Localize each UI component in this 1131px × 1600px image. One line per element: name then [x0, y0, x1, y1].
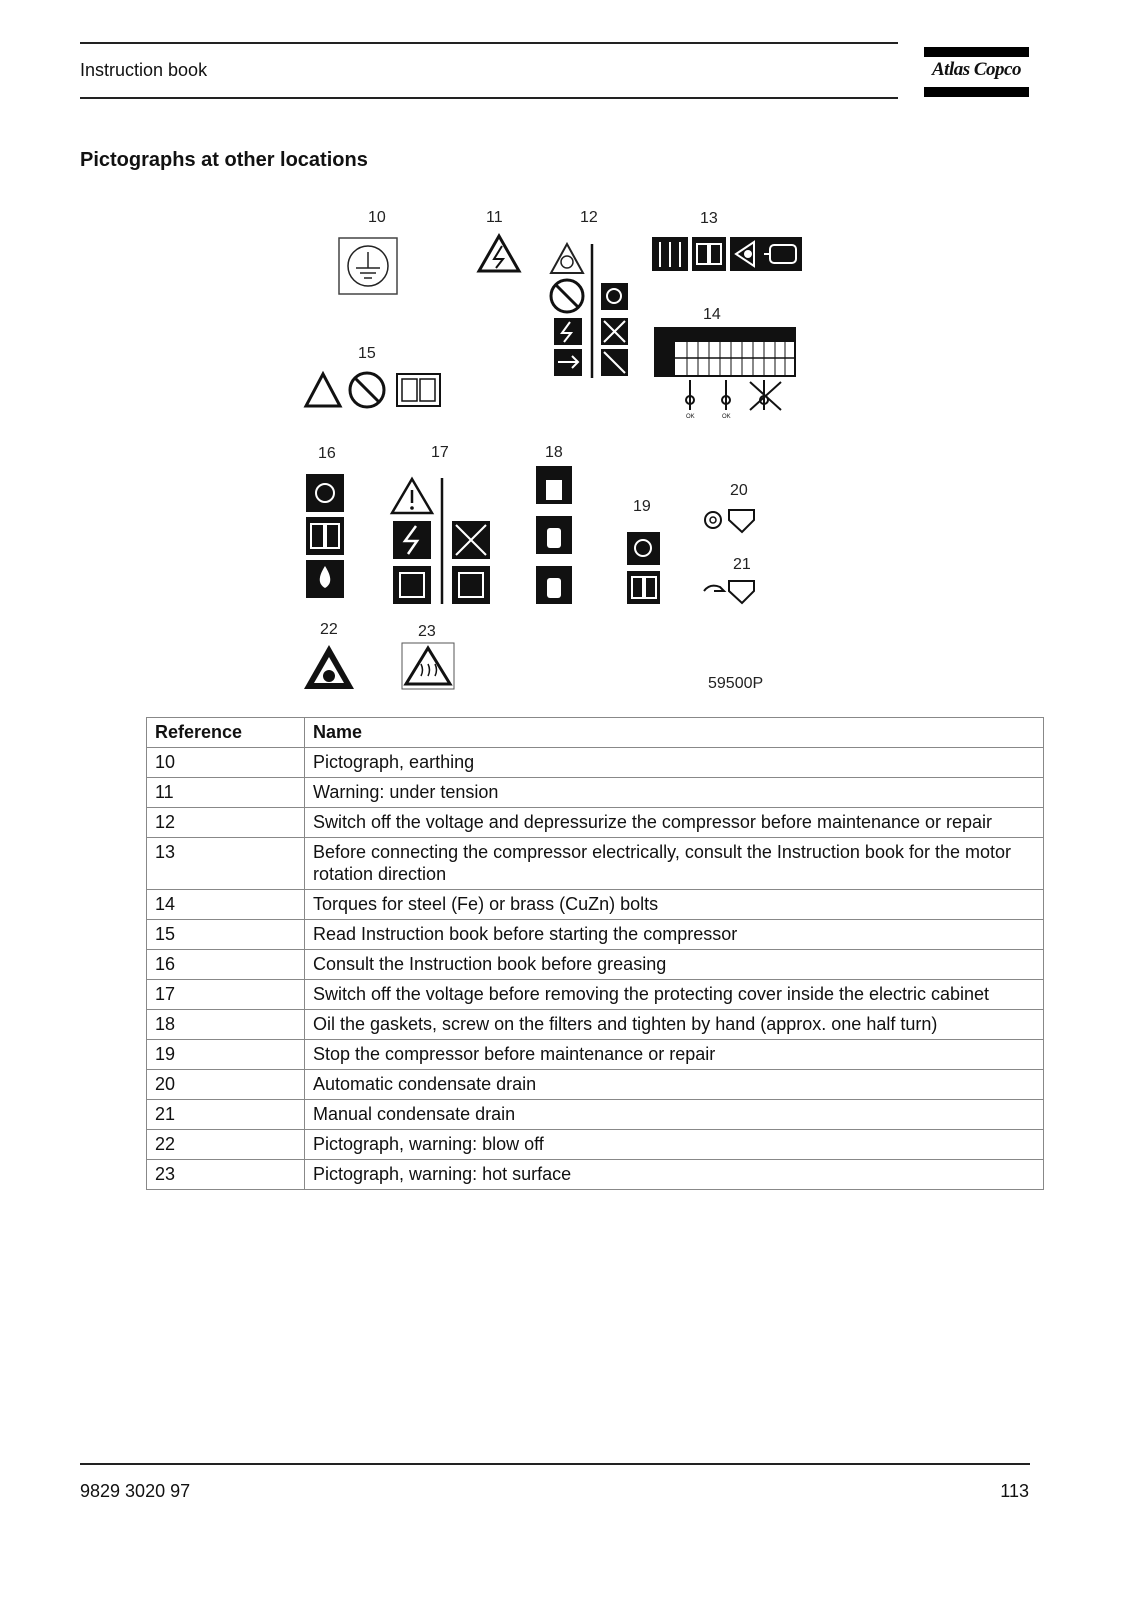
reference-cell: 17 [147, 980, 305, 1010]
reference-cell: 20 [147, 1070, 305, 1100]
table-row [147, 950, 1044, 980]
name-cell: Manual condensate drain [305, 1100, 1044, 1130]
label-10: 10 [368, 209, 386, 226]
name-cell: Switch off the voltage and depressurize the compressor before maintenance or repair [305, 808, 1044, 838]
label-18: 18 [545, 444, 563, 461]
name-cell: Read Instruction book before starting the compressor [305, 920, 1044, 950]
atlas-copco-logo [924, 47, 1029, 97]
switch-off-depressurize-icon-group [551, 244, 628, 378]
reference-cell: 18 [147, 1010, 305, 1040]
name-cell: Oil the gaskets, screw on the filters and tighten by hand (approx. one half turn) [305, 1010, 1044, 1040]
table-row [147, 1100, 1044, 1130]
table-row [147, 778, 1044, 808]
label-23: 23 [418, 623, 436, 640]
reference-cell: 15 [147, 920, 305, 950]
document-number: 9829 3020 97 [80, 1481, 191, 1501]
name-cell: Warning: under tension [305, 778, 1044, 808]
table-row [147, 808, 1044, 838]
blow-off-warning-icon [304, 645, 354, 689]
name-cell: Automatic condensate drain [305, 1070, 1044, 1100]
read-instruction-book-icon-group [306, 373, 440, 407]
table-row [147, 980, 1044, 1010]
automatic-drain-icon [705, 510, 754, 532]
oil-filter-gasket-icon-group [536, 466, 572, 604]
high-voltage-warning-icon [479, 236, 519, 271]
reference-cell: 19 [147, 1040, 305, 1070]
name-cell: Torques for steel (Fe) or brass (CuZn) bolts [305, 890, 1044, 920]
reference-cell: 10 [147, 748, 305, 778]
ok-mark: OK [686, 414, 695, 420]
name-cell: Stop the compressor before maintenance or repair [305, 1040, 1044, 1070]
torque-table-icon [655, 328, 795, 420]
name-cell: Consult the Instruction book before greasing [305, 950, 1044, 980]
name-cell: Switch off the voltage before removing the protecting cover inside the electric cabinet [305, 980, 1044, 1010]
label-13: 13 [700, 210, 718, 227]
table-row [147, 1040, 1044, 1070]
table-header-row [147, 718, 1044, 748]
page-number: 113 [1000, 1481, 1029, 1501]
label-15: 15 [358, 345, 376, 362]
stop-compressor-icon-group [627, 532, 660, 604]
reference-cell: 14 [147, 890, 305, 920]
label-20: 20 [730, 482, 748, 499]
reference-cell: 16 [147, 950, 305, 980]
name-cell: Before connecting the compressor electrically, consult the Instruction book for the motor rotation direction [305, 838, 1044, 890]
name-cell: Pictograph, warning: blow off [305, 1130, 1044, 1160]
footer-rule [80, 1463, 1030, 1465]
logo-bar [924, 47, 1029, 57]
label-12: 12 [580, 209, 598, 226]
greasing-instruction-icon-group [306, 474, 344, 598]
hot-surface-warning-icon [402, 643, 454, 689]
name-cell: Pictograph, earthing [305, 748, 1044, 778]
column-header-reference: Reference [147, 718, 305, 748]
name-cell: Pictograph, warning: hot surface [305, 1160, 1044, 1190]
electric-cabinet-cover-icon-group [392, 478, 490, 604]
label-11: 11 [486, 209, 503, 226]
column-header-name: Name [305, 718, 1044, 748]
table-row [147, 890, 1044, 920]
pictographs-figure [0, 0, 1131, 700]
label-16: 16 [318, 445, 336, 462]
label-17: 17 [431, 444, 449, 461]
table-row [147, 1070, 1044, 1100]
label-19: 19 [633, 498, 651, 515]
reference-cell: 21 [147, 1100, 305, 1130]
table-row [147, 838, 1044, 890]
label-22: 22 [320, 621, 338, 638]
reference-cell: 22 [147, 1130, 305, 1160]
pictographs-table [146, 717, 1044, 1190]
table-row [147, 920, 1044, 950]
header-title: Instruction book [80, 60, 208, 80]
header-rule-top [80, 42, 898, 44]
table-row [147, 1130, 1044, 1160]
motor-rotation-icon-group [652, 237, 802, 271]
reference-cell: 12 [147, 808, 305, 838]
header-rule-bottom [80, 97, 898, 99]
label-14: 14 [703, 306, 721, 323]
earthing-icon [339, 238, 397, 294]
reference-cell: 23 [147, 1160, 305, 1190]
logo-bar [924, 87, 1029, 97]
table-row [147, 1160, 1044, 1190]
reference-cell: 11 [147, 778, 305, 808]
reference-cell: 13 [147, 838, 305, 890]
ok-mark: OK [722, 414, 731, 420]
manual-drain-icon [704, 581, 754, 603]
figure-code: 59500P [708, 675, 764, 692]
label-21: 21 [733, 556, 751, 573]
table-row [147, 748, 1044, 778]
section-title: Pictographs at other locations [80, 149, 368, 171]
logo-text: Atlas Copco [932, 59, 1021, 80]
table-row [147, 1010, 1044, 1040]
